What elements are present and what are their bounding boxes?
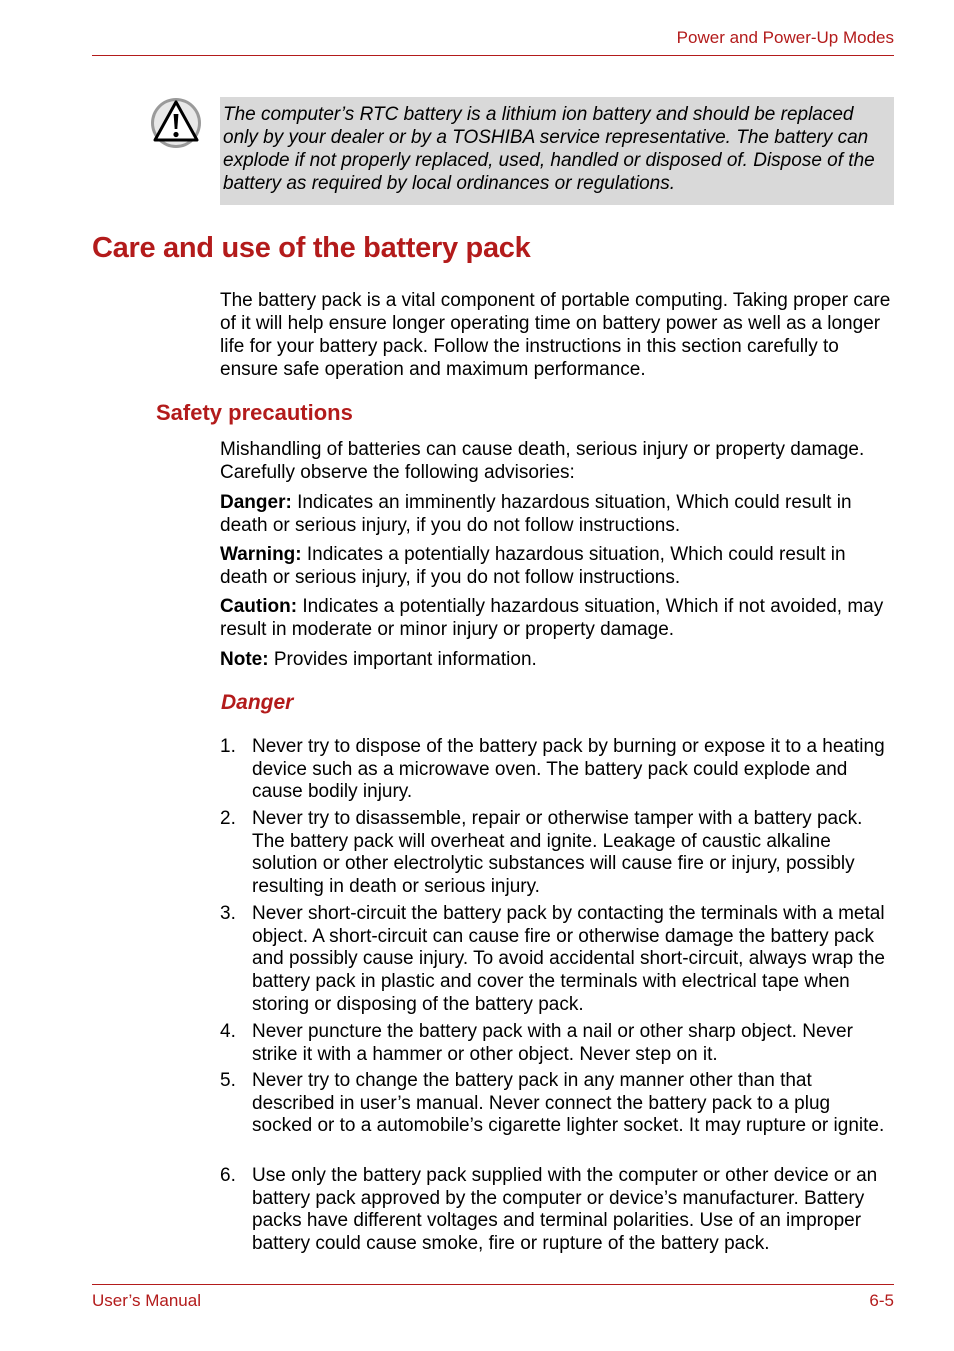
caution-note-text: The computer’s RTC battery is a lithium ion battery and should be replaced only by your dealer or by a TOSHIBA service representative. The battery can explode if not properly replaced, used, handled or disposed of. Dispose of the battery as required by local ordinances or regulations. bbox=[223, 104, 875, 194]
definition-text: Indicates an imminently hazardous situation, Which could result in death or serious injury, if you do not follow instructions. bbox=[220, 492, 852, 536]
footer-rule bbox=[92, 1284, 894, 1285]
list-item-number: 5. bbox=[220, 1070, 236, 1091]
subsection-title: Safety precautions bbox=[156, 400, 353, 425]
definition-danger bbox=[220, 491, 894, 537]
definition-term: Note: bbox=[220, 649, 269, 670]
list-item-number: 6. bbox=[220, 1165, 236, 1186]
list-item-text: Never try to disassemble, repair or otherwise tamper with a battery pack. The battery pack will overheat and ignite. Leakage of caustic alkaline solution or other electrolytic substances will cause fire or injury, possibly resulting in death or serious injury. bbox=[252, 808, 863, 898]
list-item-text: Never try to dispose of the battery pack by burning or expose it to a heating device such as a microwave oven. The battery pack could explode and cause bodily injury. bbox=[252, 736, 885, 803]
list-item-number: 3. bbox=[220, 903, 236, 924]
footer-manual-title: User’s Manual bbox=[92, 1291, 201, 1310]
definition-text: Indicates a potentially hazardous situation, Which could result in death or serious injury, if you do not follow instructions. bbox=[220, 544, 846, 588]
list-item bbox=[220, 808, 894, 899]
list-item bbox=[220, 903, 894, 1017]
list-item bbox=[220, 1070, 894, 1138]
running-header: Power and Power-Up Modes bbox=[676, 28, 894, 47]
definition-caution bbox=[220, 595, 894, 641]
danger-heading: Danger bbox=[221, 691, 294, 714]
list-item-text: Never puncture the battery pack with a nail or other sharp object. Never strike it with a hammer or other object. Never step on it. bbox=[252, 1021, 853, 1065]
definition-text: Indicates a potentially hazardous situation, Which if not avoided, may result in moderate or minor injury or property damage. bbox=[220, 596, 884, 640]
list-item bbox=[220, 1021, 894, 1066]
list-item-text: Never try to change the battery pack in any manner other than that described in user’s manual. Never connect the battery pack to a plug socked or to a automobile’s cigarette lighter socket. It may rupture or ignite. bbox=[252, 1070, 885, 1137]
list-item-text: Never short-circuit the battery pack by contacting the terminals with a metal object. A short-circuit can cause fire or otherwise damage the battery pack and possibly cause injury. To avoid accidental short-circuit, always wrap the battery pack in plastic and cover the terminals with electrical tape when storing or disposing of the battery pack. bbox=[252, 903, 885, 1015]
page-number: 6-5 bbox=[869, 1291, 894, 1310]
definition-note bbox=[220, 648, 894, 671]
definition-term: Danger: bbox=[220, 492, 292, 513]
safety-intro: Mishandling of batteries can cause death, serious injury or property damage. Carefully observe the following advisories: bbox=[220, 439, 865, 483]
section-title: Care and use of the battery pack bbox=[92, 232, 531, 264]
list-item-text: Use only the battery pack supplied with the computer or other device or an battery pack approved by the computer or device’s manufacturer. Battery packs have different voltages and terminal polarities. Use of an improper battery could cause smoke, fire or rupture of the battery pack. bbox=[252, 1165, 878, 1255]
caution-note bbox=[220, 97, 894, 205]
definition-text: Provides important information. bbox=[268, 649, 537, 670]
definition-term: Warning: bbox=[220, 544, 302, 565]
header-rule bbox=[92, 55, 894, 56]
definition-term: Caution: bbox=[220, 596, 298, 617]
list-item-number: 2. bbox=[220, 808, 236, 829]
list-item-number: 4. bbox=[220, 1021, 236, 1042]
caution-triangle-icon bbox=[150, 96, 202, 150]
section-intro: The battery pack is a vital component of portable computing. Taking proper care of it will help ensure longer operating time on battery power as well as a longer life for your battery pack. Follow the instructions in this section carefully to ensure safe operation and maximum performance. bbox=[220, 290, 891, 380]
list-item bbox=[220, 736, 894, 804]
definition-warning bbox=[220, 543, 894, 589]
list-item bbox=[220, 1165, 894, 1256]
list-item-number: 1. bbox=[220, 736, 236, 757]
